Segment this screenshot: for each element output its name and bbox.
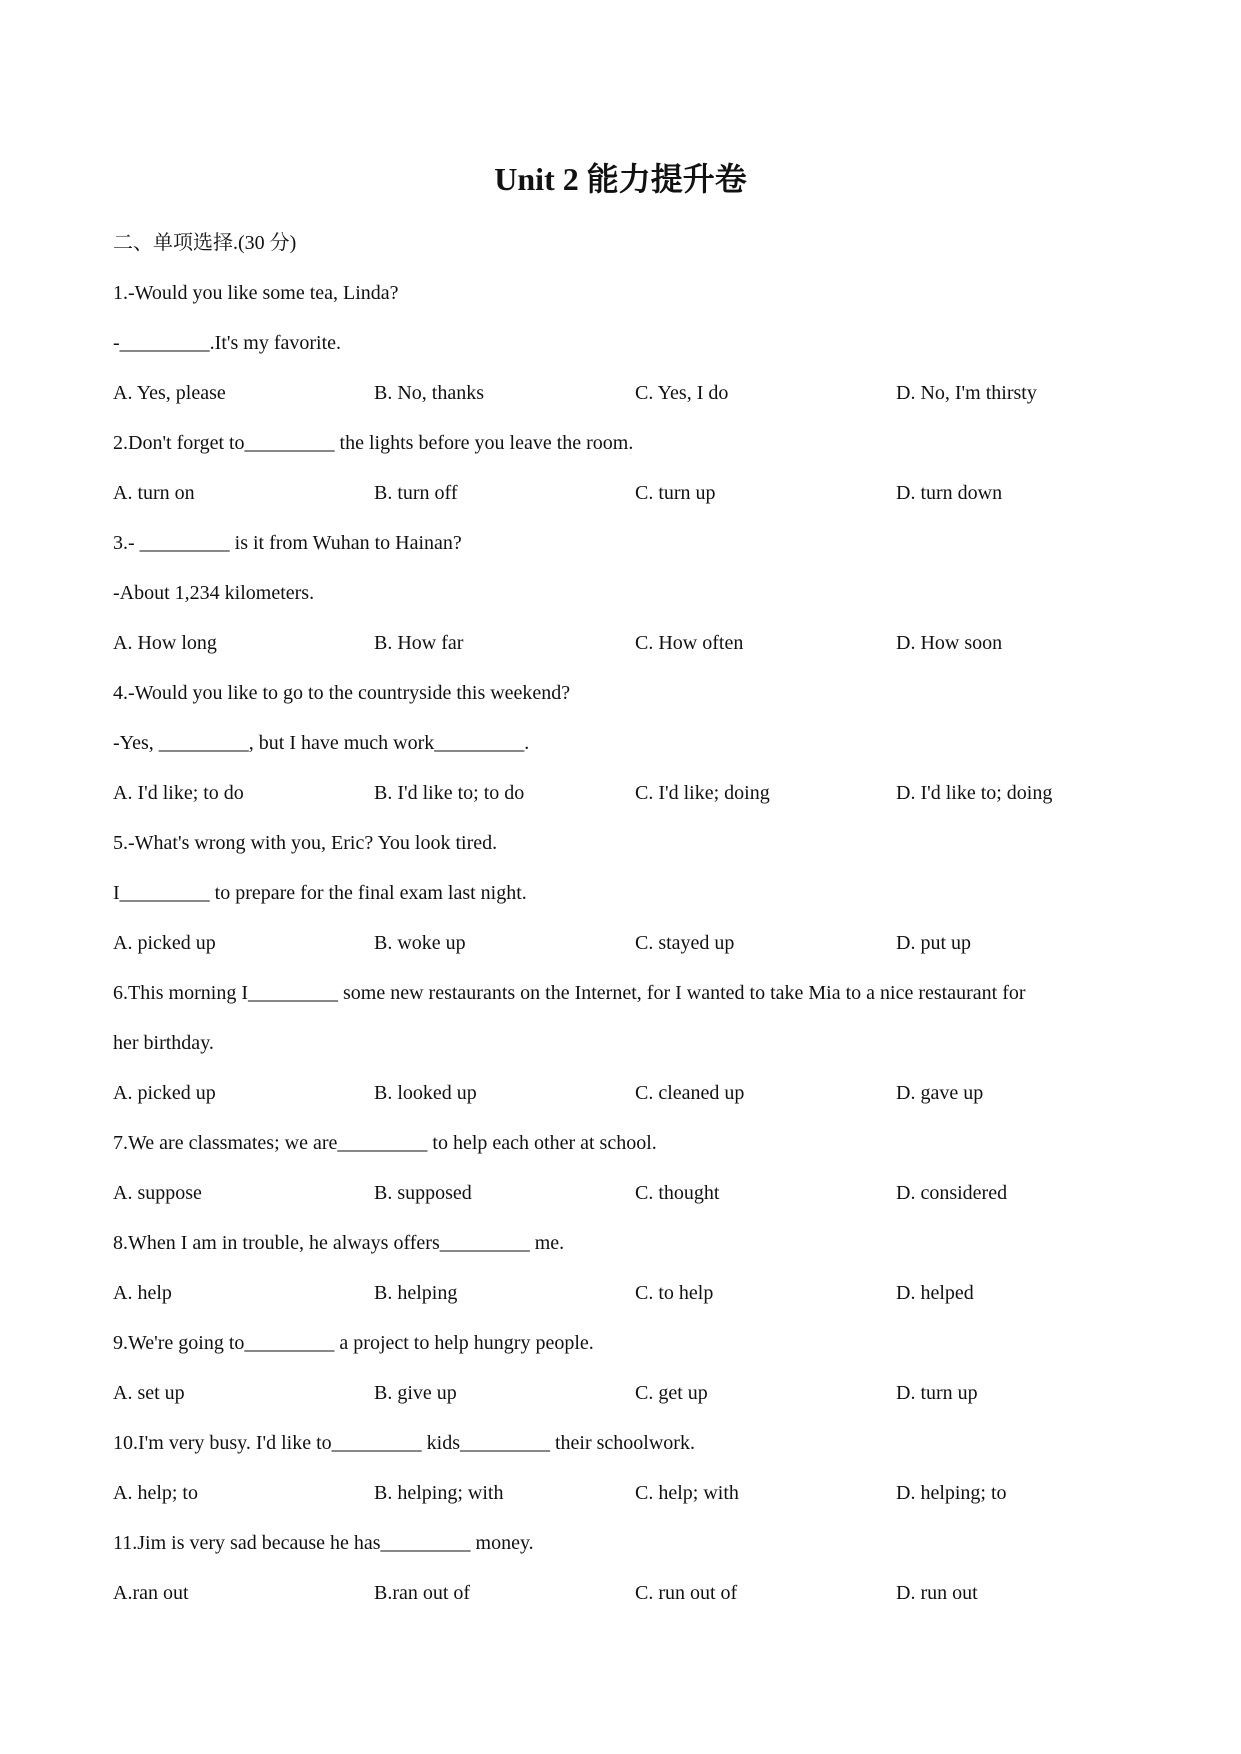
- option-c: C. How often: [635, 632, 744, 654]
- option-c: C. Yes, I do: [635, 382, 729, 404]
- option-b: B. How far: [374, 632, 464, 654]
- answer-options: [113, 468, 1143, 518]
- question-stem: 6.This morning I_________ some new restaurants on the Internet, for I wanted to take Mia to a nice restaurant for: [113, 982, 1026, 1004]
- question-item: [113, 1218, 1143, 1318]
- question-stem: 3.- _________ is it from Wuhan to Hainan?: [113, 532, 462, 554]
- question-line: -About 1,234 kilometers.: [113, 582, 315, 604]
- option-a: A. picked up: [113, 1082, 216, 1104]
- option-a: A. picked up: [113, 932, 216, 954]
- option-d: D. turn down: [896, 482, 1003, 504]
- option-c: C. stayed up: [635, 932, 735, 954]
- option-b: B. looked up: [374, 1082, 477, 1104]
- option-a: A. help; to: [113, 1482, 198, 1504]
- option-b: B. No, thanks: [374, 382, 484, 404]
- question-item: [113, 818, 1143, 968]
- answer-options: [113, 1068, 1143, 1118]
- question-stem: 5.-What's wrong with you, Eric? You look tired.: [113, 832, 498, 854]
- option-b: B. supposed: [374, 1182, 472, 1204]
- question-content: [113, 218, 1143, 1618]
- question-stem: 4.-Would you like to go to the countryside this weekend?: [113, 682, 571, 704]
- question-item: [113, 1518, 1143, 1618]
- section-heading: 二、单项选择.(30 分): [113, 232, 297, 254]
- answer-options: [113, 368, 1143, 418]
- question-item: [113, 1418, 1143, 1518]
- answer-options: [113, 1468, 1143, 1518]
- question-item: [113, 1318, 1143, 1418]
- option-b: B. turn off: [374, 482, 458, 504]
- option-a: A. turn on: [113, 482, 195, 504]
- question-line: -Yes, _________, but I have much work_________.: [113, 732, 530, 754]
- answer-options: [113, 1568, 1143, 1618]
- option-c: C. thought: [635, 1182, 720, 1204]
- option-a: A. suppose: [113, 1182, 202, 1204]
- option-d: D. considered: [896, 1182, 1008, 1204]
- question-stem: 11.Jim is very sad because he has_________ money.: [113, 1532, 534, 1554]
- option-c: C. to help: [635, 1282, 714, 1304]
- question-list: [113, 268, 1143, 1618]
- question-line: -_________.It's my favorite.: [113, 332, 342, 354]
- question-stem: 9.We're going to_________ a project to help hungry people.: [113, 1332, 594, 1354]
- option-c: C. cleaned up: [635, 1082, 745, 1104]
- question-item: [113, 668, 1143, 818]
- option-c: C. help; with: [635, 1482, 739, 1504]
- option-a: A. Yes, please: [113, 382, 226, 404]
- option-b: B. I'd like to; to do: [374, 782, 525, 804]
- option-d: D. I'd like to; doing: [896, 782, 1053, 804]
- answer-options: [113, 768, 1143, 818]
- option-b: B.ran out of: [374, 1582, 471, 1604]
- option-b: B. helping: [374, 1282, 458, 1304]
- answer-options: [113, 618, 1143, 668]
- option-c: C. I'd like; doing: [635, 782, 770, 804]
- answer-options: [113, 1368, 1143, 1418]
- option-d: D. helped: [896, 1282, 974, 1304]
- option-c: C. run out of: [635, 1582, 738, 1604]
- option-a: A. How long: [113, 632, 217, 654]
- question-item: [113, 1118, 1143, 1218]
- question-stem: 8.When I am in trouble, he always offers_________ me.: [113, 1232, 565, 1254]
- option-b: B. woke up: [374, 932, 466, 954]
- option-d: D. No, I'm thirsty: [896, 382, 1037, 404]
- option-d: D. turn up: [896, 1382, 978, 1404]
- option-c: C. turn up: [635, 482, 716, 504]
- question-item: [113, 968, 1143, 1118]
- option-a: A. help: [113, 1282, 172, 1304]
- option-d: D. gave up: [896, 1082, 984, 1104]
- option-d: D. put up: [896, 932, 971, 954]
- answer-options: [113, 918, 1143, 968]
- answer-options: [113, 1268, 1143, 1318]
- option-c: C. get up: [635, 1382, 708, 1404]
- question-stem: 2.Don't forget to_________ the lights before you leave the room.: [113, 432, 634, 454]
- question-item: [113, 418, 1143, 518]
- question-stem: 1.-Would you like some tea, Linda?: [113, 282, 399, 304]
- page-title: Unit 2 能力提升卷: [494, 161, 747, 197]
- question-item: [113, 518, 1143, 668]
- question-stem: 7.We are classmates; we are_________ to help each other at school.: [113, 1132, 657, 1154]
- option-d: D. How soon: [896, 632, 1003, 654]
- option-a: A.ran out: [113, 1582, 189, 1604]
- answer-options: [113, 1168, 1143, 1218]
- option-d: D. helping; to: [896, 1482, 1007, 1504]
- option-b: B. helping; with: [374, 1482, 504, 1504]
- option-a: A. set up: [113, 1382, 185, 1404]
- question-line: her birthday.: [113, 1032, 214, 1054]
- question-item: [113, 268, 1143, 418]
- question-line: I_________ to prepare for the final exam last night.: [113, 882, 527, 904]
- option-b: B. give up: [374, 1382, 457, 1404]
- question-stem: 10.I'm very busy. I'd like to_________ kids_________ their schoolwork.: [113, 1432, 695, 1454]
- option-a: A. I'd like; to do: [113, 782, 244, 804]
- option-d: D. run out: [896, 1582, 978, 1604]
